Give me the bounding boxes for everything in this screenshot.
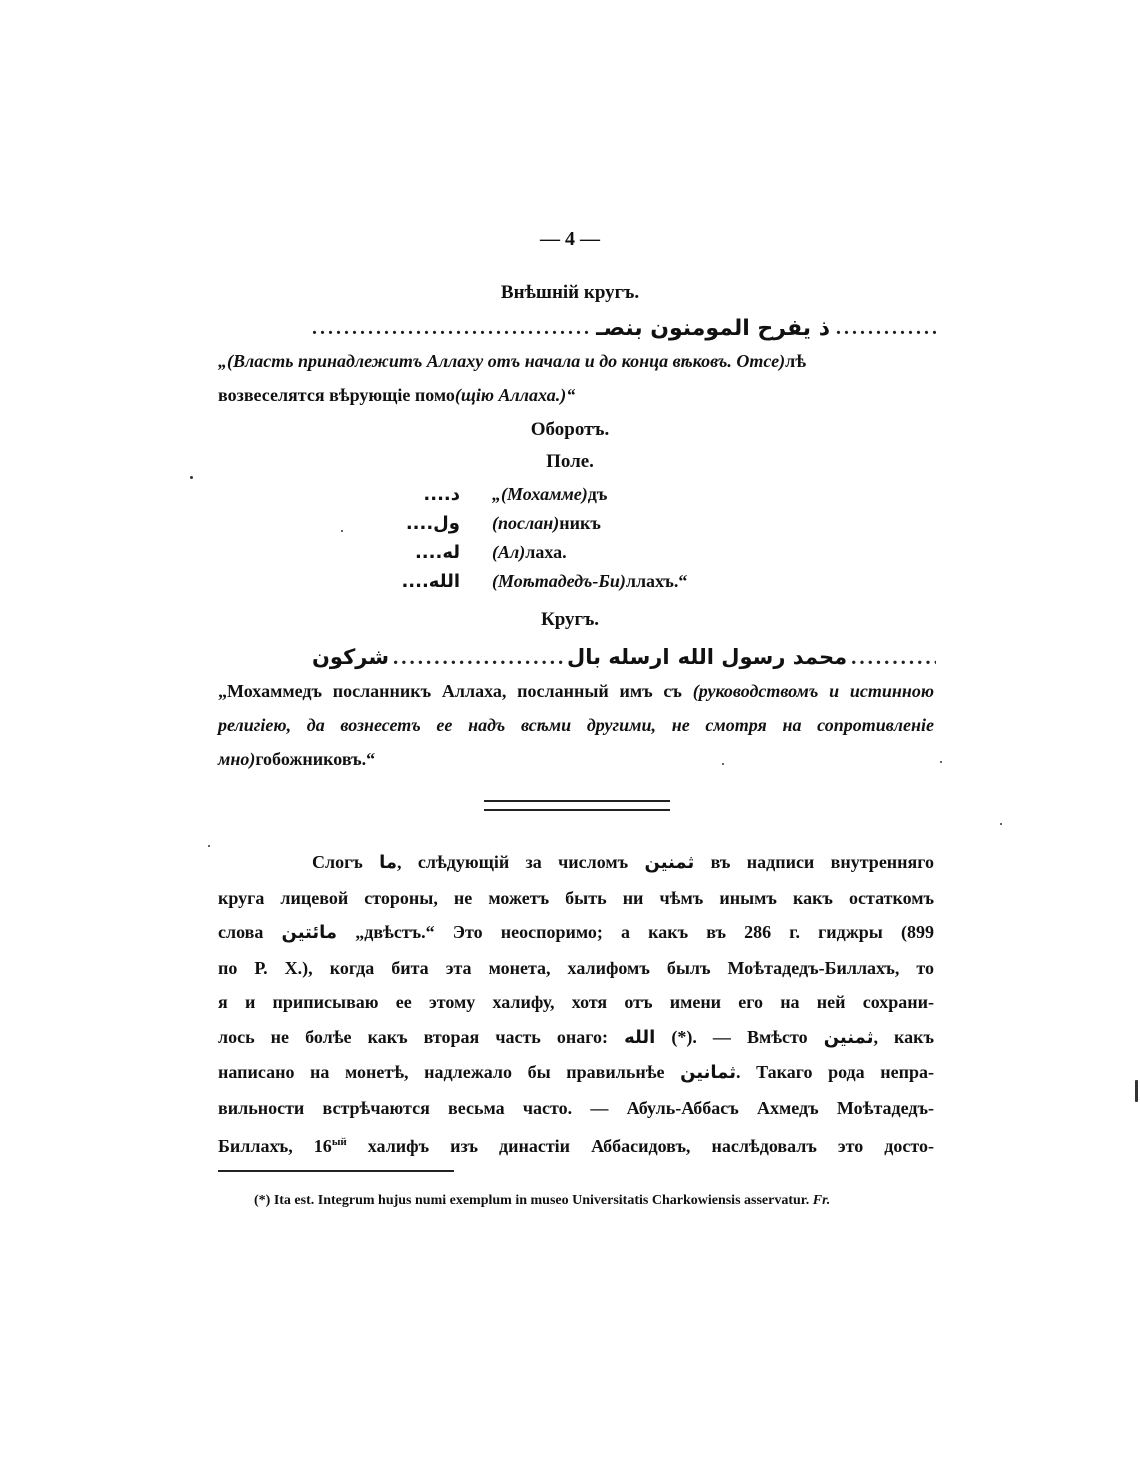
reverse-heading: Оборотъ. <box>530 419 610 440</box>
body-line: слова مائتين „двѣстъ.“ Это неоспоримо; а какъ въ 286 г. гиджры (899 <box>218 922 934 943</box>
field-row-2-translation: (послан)никъ <box>492 513 601 533</box>
arabic-text: ارسله بال <box>567 645 670 669</box>
scan-speck <box>722 763 724 765</box>
body-line: круга лицевой стороны, не можетъ быть ни чѣмъ инымъ какъ остаткомъ <box>218 887 934 908</box>
arabic-text: شركون <box>312 645 390 669</box>
outer-circle-translation <box>218 344 934 412</box>
scan-speck <box>1135 1080 1138 1102</box>
outer-circle-arabic-line <box>312 313 936 343</box>
outer-circle-heading: Внѣшній кругъ. <box>500 282 640 303</box>
circle-heading: Кругъ. <box>540 609 600 630</box>
body-line: по Р. X.), когда бита эта монета, халифомъ былъ Моѣтадедъ-Биллахъ, то <box>218 957 934 978</box>
arabic-text: محمد رسول الله <box>677 645 848 669</box>
circle-arabic-line <box>312 642 936 672</box>
body-line: лось не болѣе какъ вторая часть онаго: الله (*). — Вмѣсто ثمنين, какъ <box>218 1026 934 1048</box>
footnote-rule <box>218 1170 454 1172</box>
scan-speck <box>940 761 942 763</box>
body-line: Слогъ ما, слѣдующій за числомъ ثمنين въ надписи внутренняго <box>312 852 934 873</box>
dot-leader <box>836 317 936 340</box>
document-page: — 4 — Внѣшній кругъ. ..... ذ يفرح المومنون بنصـ ..... „(Власть принадлежитъ Аллаху отъ начала и до конца вѣковъ. Отсе)лѣ возвеселятся вѣрующіе помо(щію Аллаха.)“ Оборотъ. Поле. د.... „(Мохамме)дъ ول.... (послан)никъ له.... (Ал)лаха. الله.... (Моѣтадедъ-Би)ллахъ.“ Кругъ. شركون ..... ارسله بال محمد رسول الله ..... „Мохаммедъ посланникъ Аллаха, посланный имъ съ (руководствомъ и истинною религіею, да вознесетъ ее надъ всѣми другими, не смотря на сопротивленіе мно)гобожниковъ.“ Слогъ ما, слѣдующій за числомъ ثمنين въ надписи внутренняго круга лицевой стороны, не можетъ быть ни чѣмъ инымъ какъ остаткомъ слова مائتين „двѣстъ.“ Это неоспоримо; а какъ въ 286 г. гиджры (899 по Р. X.), когда бита эта монета, халифомъ былъ Моѣтадедъ-Биллахъ, то я и приписываю ее этому халифу, хотя отъ имени его на ней сохрани- лось не болѣе какъ вторая часть онаго: الله (*). — Вмѣсто ثمنين, какъ написано на монетѣ, надлежало бы правильнѣе ثمانين. Такаго рода непра- вильности встрѣчаются весьма часто. — Абуль-Аббасъ Ахмедъ Моѣтадедъ- Биллахъ, $16^{ый}$ халифъ изъ династіи Аббасидовъ, наслѣдовалъ это досто- (*) Ita est. Integrum hujus numi exemplum in museo Universitatis Charkowiensis asservatur. Fr. <box>0 0 1140 1475</box>
footnote-signature: Fr. <box>812 1193 831 1208</box>
arabic-text: ذ يفرح المومنون بنصـ <box>596 315 830 341</box>
translation-italic: „(Власть принадлежитъ Аллаху отъ начала и до конца вѣковъ. Отсе) <box>218 351 786 371</box>
body-line: я и приписываю ее этому халифу, хотя отъ имени его на ней сохрани- <box>218 992 934 1012</box>
footnote-text: (*) Ita est. Integrum hujus numi exemplum in museo Universitatis Charkowiensis asservatur. <box>254 1193 810 1208</box>
body-line: вильности встрѣчаются весьма часто. — Абуль-Аббасъ Ахмедъ Моѣтадедъ- <box>218 1097 934 1118</box>
scan-speck <box>190 476 193 479</box>
body-line: написано на монетѣ, надлежало бы правильнѣе ثمانين. Такаго рода непра- <box>218 1062 934 1083</box>
scan-speck <box>341 530 343 532</box>
translation-italic: (щію Аллаха.)“ <box>454 385 576 405</box>
field-row-3-translation: (Ал)лаха. <box>492 542 567 562</box>
scan-speck <box>1000 823 1002 825</box>
dot-leader <box>851 645 936 670</box>
section-divider <box>484 800 670 811</box>
translation-normal: лѣ <box>785 351 807 371</box>
body-paragraph <box>218 845 934 1164</box>
dot-leader <box>393 645 563 670</box>
footnote <box>218 1190 934 1212</box>
page-number: — 4 — <box>540 228 600 250</box>
dot-leader <box>312 317 590 340</box>
field-heading: Поле. <box>546 451 594 472</box>
field-row-1-translation: „(Мохамме)дъ <box>492 484 608 504</box>
circle-translation: „Мохаммедъ посланникъ Аллаха, посланный имъ съ (руководствомъ и истинною религіею, да вознесетъ ее надъ всѣми другими, не смотря на сопротивленіе мно)гобожниковъ.“ <box>218 681 934 769</box>
body-line: Биллахъ, $16^{ый}$ халифъ изъ династіи Аббасидовъ, наслѣдовалъ это досто- <box>218 1136 934 1156</box>
translation-normal: возвеселятся вѣрующіе помо <box>218 385 455 405</box>
field-row-4-translation: (Моѣтадедъ-Би)ллахъ.“ <box>492 571 688 591</box>
scan-speck <box>208 845 210 847</box>
